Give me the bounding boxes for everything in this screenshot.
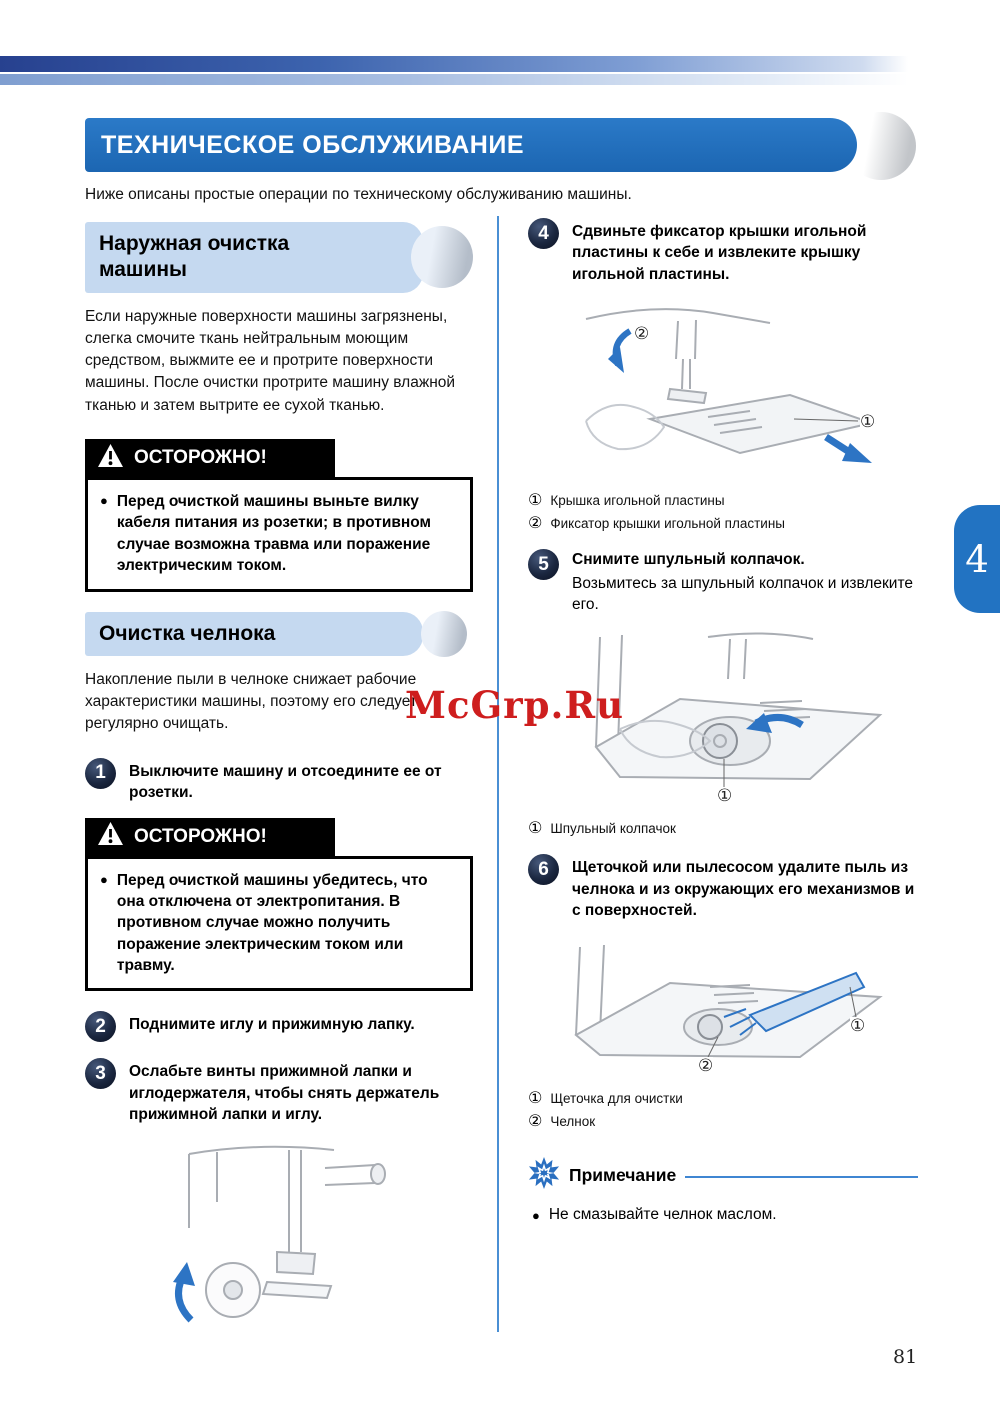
note-block: [528, 1157, 918, 1226]
section-header-hook-cleaning: [85, 612, 423, 656]
step-1: [85, 758, 473, 804]
bullet: ●: [100, 493, 108, 509]
legend-brush: [528, 1088, 918, 1131]
warning-body: [85, 856, 473, 992]
legend-text: Крышка игольной пластины: [550, 493, 725, 509]
callout-1: ①: [860, 412, 876, 432]
step-number-badge: 1: [85, 758, 116, 789]
warning-text: Перед очисткой машины выньте вилку кабеля питания из розетки; в противном случае возможна травма или поражение электрическим током.: [116, 493, 431, 575]
callout-1: ①: [850, 1016, 866, 1036]
note-title: Примечание: [569, 1165, 677, 1186]
legend-needle-plate: [528, 490, 918, 533]
step-text: Поднимите иглу и прижимную лапку.: [129, 1016, 415, 1034]
decorative-circle: [421, 611, 467, 657]
note-text: Не смазывайте челнок маслом.: [548, 1206, 777, 1224]
step-body-text: Возьмитесь за шпульный колпачок и извлеките его.: [572, 574, 914, 613]
section-header-outer-cleaning: [85, 222, 423, 293]
step-3: [85, 1058, 473, 1125]
legend-text: Шпульный колпачок: [550, 821, 676, 837]
left-column: [85, 222, 473, 1336]
legend-item: [528, 1111, 918, 1131]
top-stripe-light: [0, 74, 908, 85]
top-stripe-dark: [0, 56, 908, 72]
step-number-badge: 5: [528, 549, 559, 580]
chapter-number: 4: [965, 537, 989, 581]
step-6: [528, 854, 918, 921]
step-2: [85, 1011, 473, 1042]
legend-marker: ①: [528, 820, 543, 838]
legend-item: [528, 818, 918, 838]
step-text: Щеточкой или пылесосом удалите пыль из челнока и из окружающих его механизмов и с поверхностей.: [572, 859, 915, 919]
needle-presser-foot-figure: [129, 1140, 429, 1330]
section-body: Накопление пыли в челноке снижает рабочие характеристики машины, поэтому его следует регулярно очищать.: [85, 670, 417, 733]
legend-text: Щеточка для очистки: [550, 1091, 683, 1107]
page-title-banner: [85, 118, 857, 172]
warning-body: [85, 477, 473, 592]
warning-block-1: [85, 439, 473, 592]
warning-triangle-icon: [97, 443, 124, 474]
sparkle-icon: [528, 1157, 560, 1194]
needle-plate-cover-figure: [558, 299, 888, 484]
legend-text: Челнок: [550, 1114, 596, 1130]
bullet: ●: [100, 871, 108, 887]
warning-text: Перед очисткой машины убедитесь, что она отключена от электропитания. В противном случае можно получить поражение электрическим током или травму.: [116, 871, 428, 974]
warning-title: ОСТОРОЖНО!: [134, 825, 267, 847]
callout-2: ②: [634, 324, 650, 344]
step-number-badge: 6: [528, 854, 559, 885]
warning-header: [85, 439, 335, 477]
warning-title: ОСТОРОЖНО!: [134, 447, 267, 469]
note-rule: [685, 1176, 918, 1178]
step-5: [528, 549, 918, 615]
section-title: Наружная очистка машины: [99, 232, 290, 282]
legend-marker: ①: [528, 492, 543, 510]
step-4: [528, 218, 918, 285]
intro-text: Ниже описаны простые операции по техническому обслуживанию машины.: [85, 186, 632, 203]
warning-block-2: [85, 818, 473, 992]
step-text: Сдвиньте фиксатор крышки игольной пластины к себе и извлеките крышку игольной пластины.: [572, 223, 867, 283]
callout-1: ①: [717, 786, 733, 806]
legend-bobbin-case: [528, 818, 918, 838]
callout-2: ②: [698, 1056, 714, 1076]
legend-marker: ②: [528, 515, 543, 533]
legend-item: [528, 490, 918, 510]
legend-marker: ①: [528, 1090, 543, 1108]
legend-item: [528, 513, 918, 533]
section-body: Если наружные поверхности машины загрязнены, слегка смочите ткань нейтральным моющим средством, выжмите ее и протрите поверхности машины. После очистки протрите машину влажной тканью и затем вытрите ее сухой тканью.: [85, 307, 456, 414]
page-number: 81: [893, 1346, 918, 1368]
chapter-tab: [954, 505, 1000, 613]
cleaning-brush-figure: [558, 935, 888, 1082]
warning-triangle-icon: [97, 821, 124, 852]
page-title: ТЕХНИЧЕСКОЕ ОБСЛУЖИВАНИЕ: [101, 130, 524, 159]
step-text: Выключите машину и отсоедините ее от розетки.: [129, 762, 442, 802]
watermark: McGrp.Ru: [405, 683, 624, 727]
note-header: [528, 1157, 918, 1194]
bullet: ●: [532, 1208, 540, 1224]
step-number-badge: 2: [85, 1011, 116, 1042]
step-text: Ослабьте винты прижимной лапки и иглодержателя, чтобы снять держатель прижимной лапки и иглу.: [129, 1063, 440, 1124]
section-title: Очистка челнока: [99, 621, 276, 645]
step-number-badge: 4: [528, 218, 559, 249]
legend-text: Фиксатор крышки игольной пластины: [550, 516, 785, 532]
column-divider: [497, 216, 499, 1332]
legend-marker: ②: [528, 1113, 543, 1131]
step-number-badge: 3: [85, 1058, 116, 1089]
decorative-circle: [411, 226, 473, 288]
warning-header: [85, 818, 335, 856]
note-body: [532, 1206, 918, 1226]
legend-item: [528, 1088, 918, 1108]
step-text: Снимите шпульный колпачок.: [572, 551, 805, 569]
